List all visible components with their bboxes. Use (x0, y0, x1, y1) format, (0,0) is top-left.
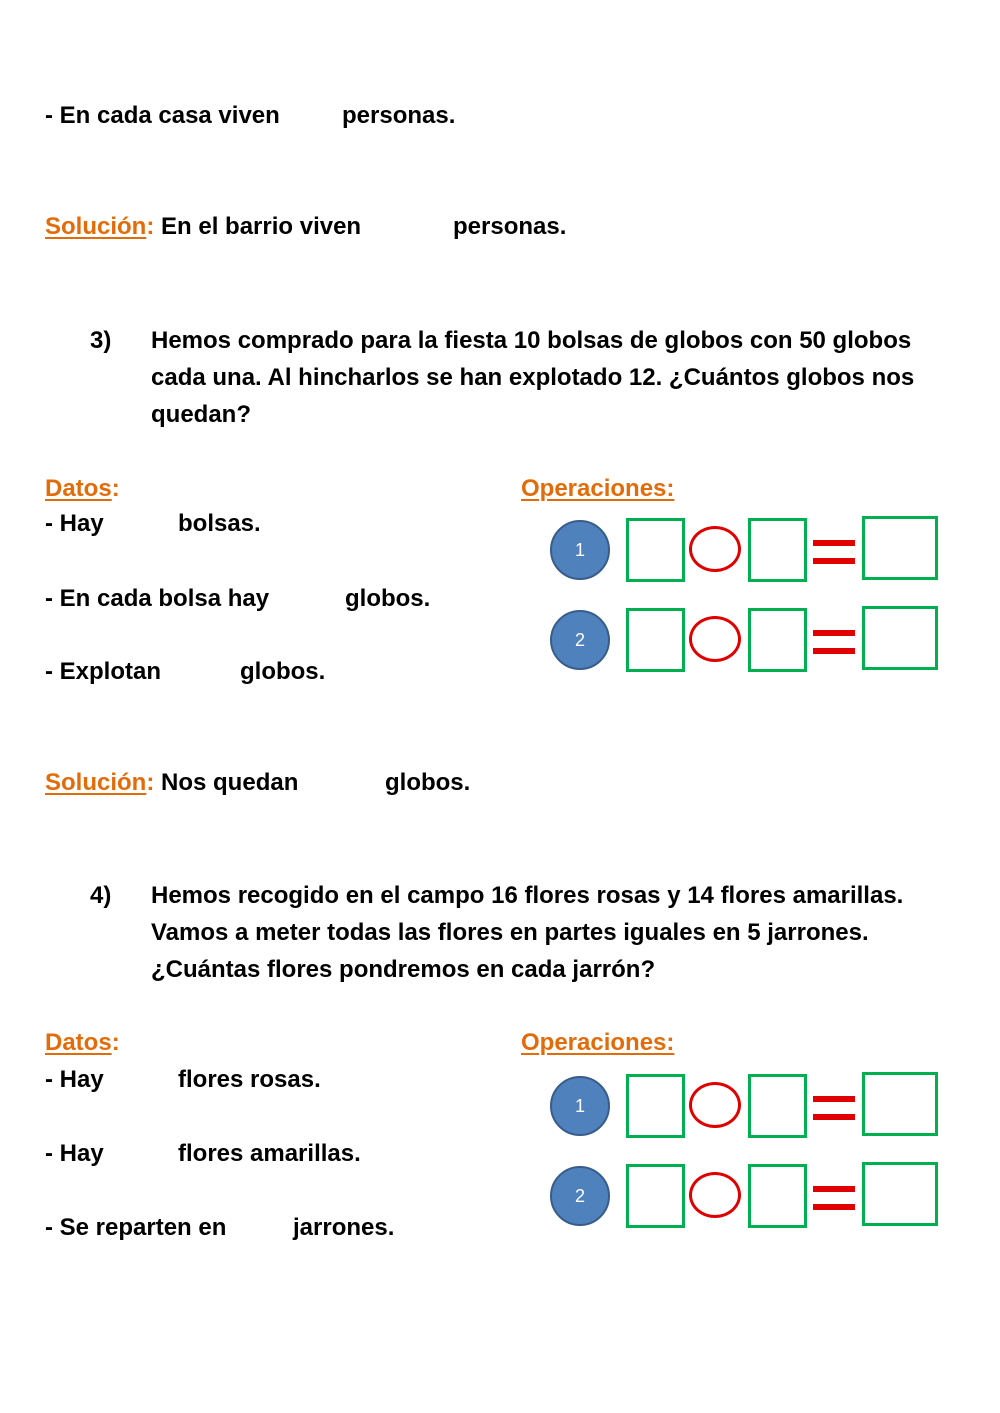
operand-box-2[interactable] (748, 518, 807, 582)
result-box[interactable] (862, 1072, 938, 1136)
step-number-badge: 1 (550, 1076, 610, 1136)
operand-box-1[interactable] (626, 518, 685, 582)
operation-row-2 (548, 1162, 943, 1228)
equals-sign-bottom (813, 1204, 855, 1210)
operand-box-2[interactable] (748, 1074, 807, 1138)
operation-row-1 (548, 516, 943, 582)
solution-text: Nos quedan (161, 769, 299, 796)
solution-suffix: globos. (385, 769, 471, 796)
equals-sign-top (813, 540, 855, 546)
solution-text: En el barrio viven (161, 213, 362, 240)
result-box[interactable] (862, 516, 938, 580)
equals-sign-top (813, 1186, 855, 1192)
problem4-dato-1: - Hay flores rosas. (45, 1066, 321, 1093)
solution-label: Solución: (45, 213, 155, 240)
equals-sign-bottom (813, 648, 855, 654)
step-number-badge: 1 (550, 520, 610, 580)
solution-label: Solución: (45, 769, 155, 796)
problem3-operations (548, 516, 943, 676)
operator-circle[interactable] (689, 526, 741, 572)
operator-circle[interactable] (689, 1082, 741, 1128)
problem4-number: 4) (90, 882, 112, 909)
barrio-solution-line (45, 212, 567, 242)
operand-box-2[interactable] (748, 1164, 807, 1228)
casa-suffix: personas. (342, 102, 456, 129)
step-number-badge: 2 (550, 1166, 610, 1226)
casa-text: - En cada casa viven (45, 102, 280, 129)
problem3-number: 3) (90, 327, 112, 354)
equals-sign-top (813, 630, 855, 636)
operator-circle[interactable] (689, 1172, 741, 1218)
operation-row-1 (548, 1072, 943, 1138)
step-number-badge: 2 (550, 610, 610, 670)
operation-row-2 (548, 606, 943, 672)
problem3-dato-3: - Explotan globos. (45, 658, 326, 685)
equals-sign-bottom (813, 558, 855, 564)
problem4-dato-3: - Se reparten en jarrones. (45, 1214, 395, 1241)
problem3-operaciones-label: Operaciones: (521, 475, 675, 502)
problem4-text: Hemos recogido en el campo 16 flores rosas y 14 flores amarillas. Vamos a meter todas las flores en partes iguales en 5 jarrones. ¿Cuántas flores pondremos en cada jarrón? (151, 882, 904, 983)
operator-circle[interactable] (689, 616, 741, 662)
problem3-text: Hemos comprado para la fiesta 10 bolsas de globos con 50 globos cada una. Al hincharlos se han explotado 12. ¿Cuántos globos nos quedan? (151, 327, 915, 428)
equals-sign-top (813, 1096, 855, 1102)
problem3-dato-1: - Hay bolsas. (45, 510, 261, 537)
problem4-datos-label: Datos: (45, 1029, 120, 1056)
casa-line (45, 101, 456, 131)
operand-box-1[interactable] (626, 1074, 685, 1138)
problem4-operations (548, 1072, 943, 1232)
operand-box-2[interactable] (748, 608, 807, 672)
solution-suffix: personas. (453, 213, 567, 240)
problem3-dato-2: - En cada bolsa hay globos. (45, 585, 431, 612)
operand-box-1[interactable] (626, 608, 685, 672)
problem3-datos-label: Datos: (45, 475, 120, 502)
equals-sign-bottom (813, 1114, 855, 1120)
result-box[interactable] (862, 1162, 938, 1226)
problem4-dato-2: - Hay flores amarillas. (45, 1140, 361, 1167)
result-box[interactable] (862, 606, 938, 670)
problem4-operaciones-label: Operaciones: (521, 1029, 675, 1056)
operand-box-1[interactable] (626, 1164, 685, 1228)
problem3-solution-line (45, 768, 471, 798)
